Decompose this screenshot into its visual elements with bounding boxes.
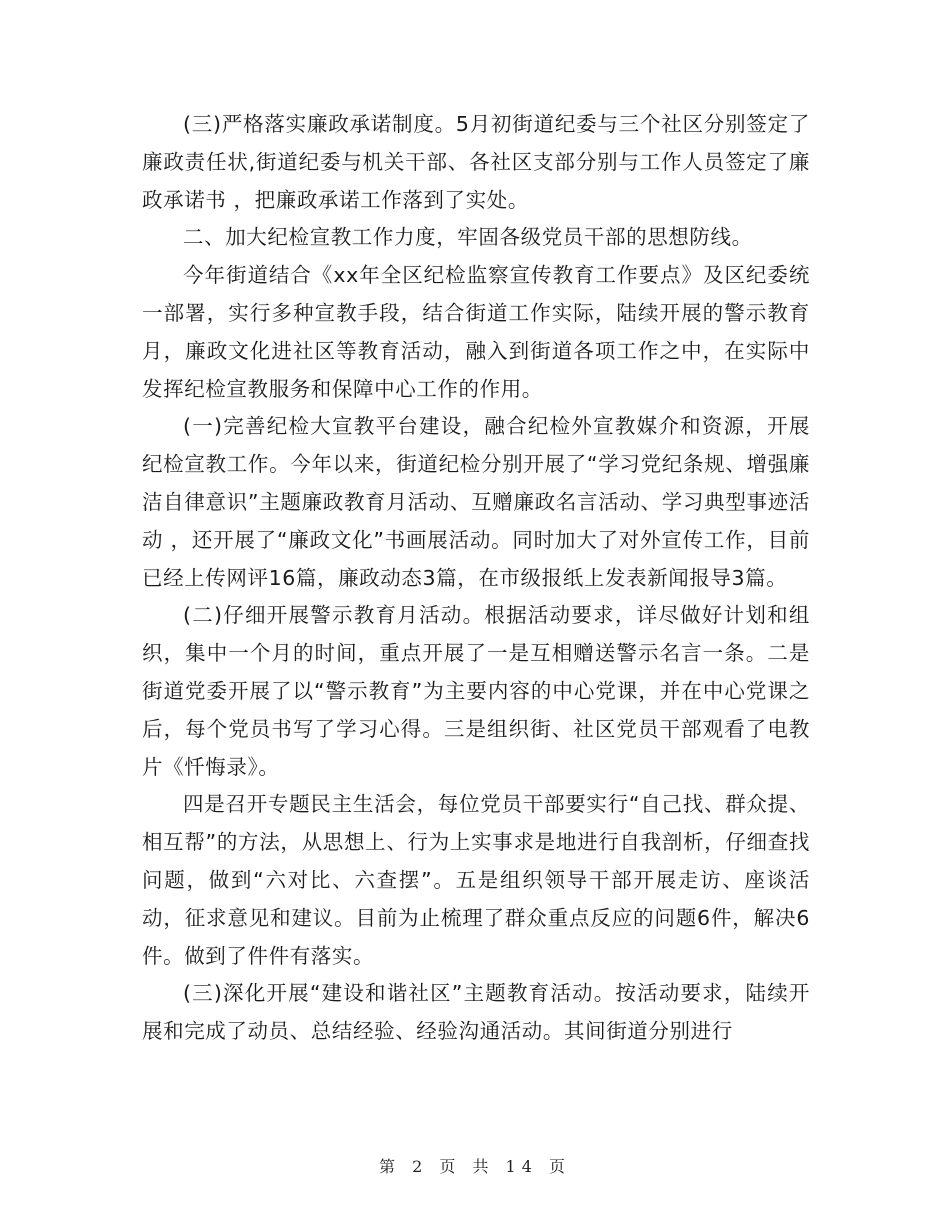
- paragraph-commitment-system: (三)严格落实廉政承诺制度。5月初街道纪委与三个社区分别签定了廉政责任状,街道纪委与机关干部、各社区支部分别与工作人员签定了廉政承诺书 ，把廉政承诺工作落到了实处。: [142, 112, 810, 212]
- paragraph-harmonious-community: (三)深化开展“建设和谐社区”主题教育活动。按活动要求，陆续开展和完成了动员、总结经验、经验沟通活动。其间街道分别进行: [142, 981, 810, 1044]
- paragraph-democratic-meeting: 四是召开专题民主生活会，每位党员干部要实行“自己找、群众提、相互帮”的方法，从思想上、行为上实事求是地进行自我剖析，仔细查找问题，做到“六对比、六查摆”。五是组织领导干部开展走访、座谈活动，征求意见和建议。目前为止梳理了群众重点反应的问题6件，解决6件。做到了件件有落实。: [142, 792, 810, 968]
- paragraph-platform-building: (一)完善纪检大宣教平台建设，融合纪检外宣教媒介和资源，开展纪检宣教工作。今年以来，街道纪检分别开展了“学习党纪条规、增强廉洁自律意识”主题廉政教育月活动、互赠廉政名言活动、学习典型事迹活动 ，还开展了“廉政文化”书画展活动。同时加大了对外宣传工作，目前已经上传网评16篇，廉政动态3篇，在市级报纸上发表新闻报导3篇。: [142, 414, 810, 590]
- page-footer: 第 2 页 共 14 页: [379, 1157, 571, 1176]
- paragraph-warning-month: (二)仔细开展警示教育月活动。根据活动要求，详尽做好计划和组织，集中一个月的时间，重点开展了一是互相赠送警示名言一条。二是街道党委开展了以“警示教育”为主要内容的中心党课，并在中心党课之后，每个党员书写了学习心得。三是组织街、社区党员干部观看了电教片《忏悔录》。: [142, 603, 810, 779]
- paragraph-propaganda-intro: 今年街道结合《xx年全区纪检监察宣传教育工作要点》及区纪委统一部署，实行多种宣教手段，结合街道工作实际，陆续开展的警示教育月，廉政文化进社区等教育活动，融入到街道各项工作之中，在实际中发挥纪检宣教服务和保障中心工作的作用。: [142, 263, 810, 401]
- section-heading-propaganda: 二、加大纪检宣教工作力度，牢固各级党员干部的思想防线。: [183, 225, 753, 250]
- document-body: [142, 106, 810, 1051]
